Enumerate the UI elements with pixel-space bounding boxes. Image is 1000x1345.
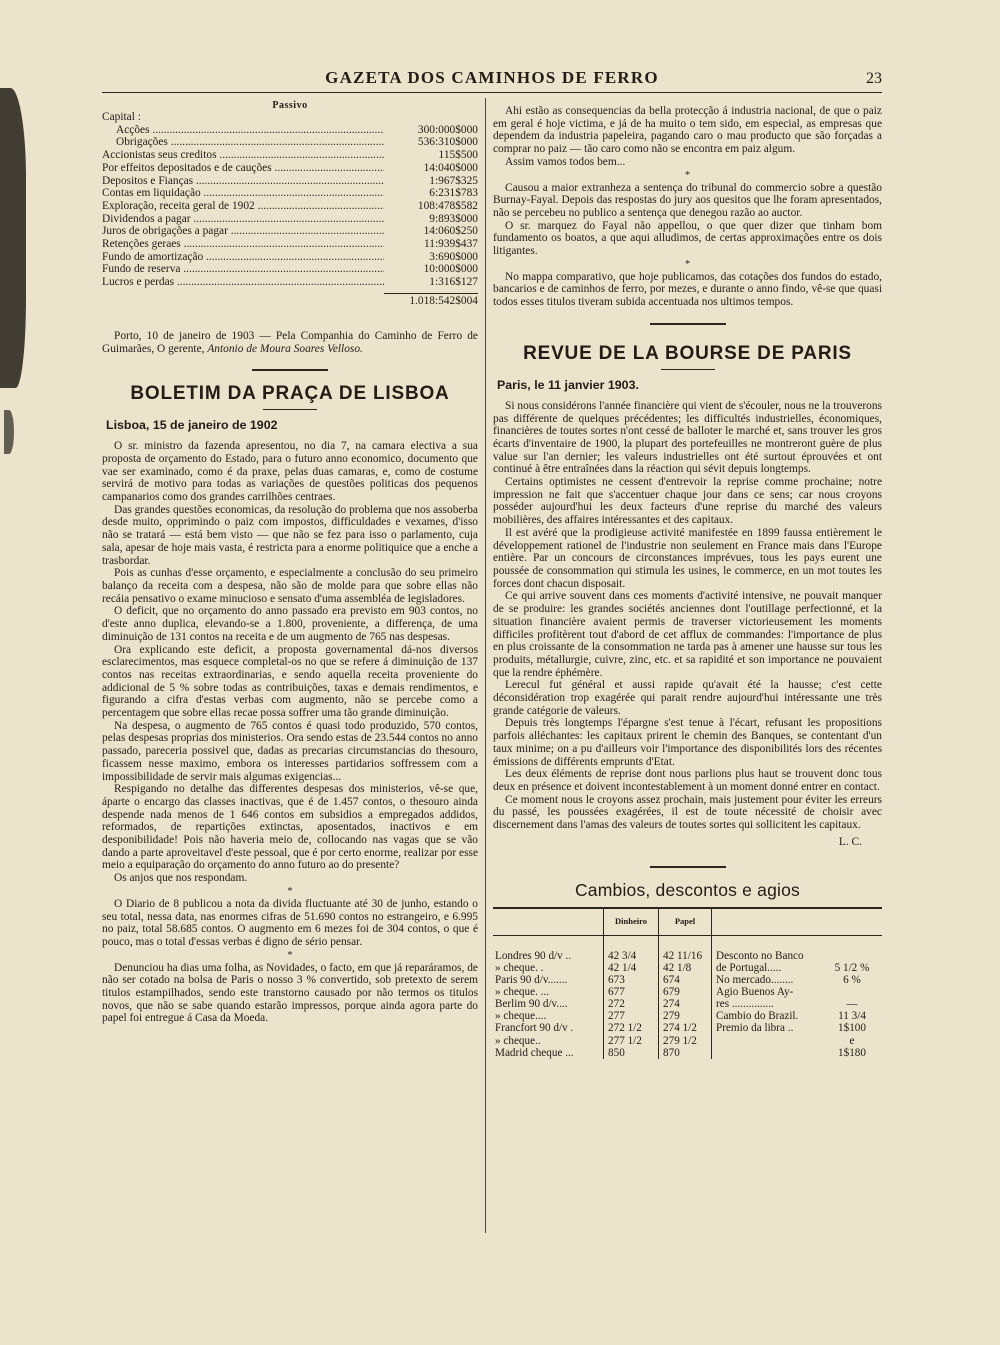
revue-paragraph: Ce moment nous le croyons assez prochain, mais justement pour éviter les erreurs du passé, les poussées exagérées, il est de toute nécessité de choisir avec discernement dans l'amas des valeurs de toutes sortes qui sollicitent les capitaux.: [493, 793, 882, 832]
passivo-row-value: 6:231$783: [429, 187, 478, 200]
passivo-row-value: 1:316$127: [429, 276, 478, 289]
boletim-paragraph: Assim vamos todos bem...: [505, 155, 626, 168]
revue-paragraph: Si nous considérons l'année financière qui vient de s'écouler, nous ne la trouverons pas différente de quelques précédentes; les difficultés industrielles, économiques, financières de toutes sortes n'ont cessé de balloter le marché et, sans trouver les gros écarts d'inventaire de 1900, la plupart des portefeuilles ne montreront guère de plus value sur l'an dernier; les valeurs industrielles ont été surtout éprouvées et ont continué à être entraînées dans la réaction qui sévit depuis longtemps.: [493, 399, 882, 476]
revue-paragraph: Il est avéré que la prodigieuse activité manifestée en 1899 faussa entièrement le développement rationel de l'industrie non seulement en France mais dans l'Europe entière. Par un concours de circonstances imprévues, tous les pays eurent une poussée de consommation qui stimula les usines, le commerce, en un mot toutes les forces dont chacun disposait.: [493, 526, 882, 590]
passivo-title: Passivo: [272, 100, 308, 111]
passivo-row-value: 14:060$250: [423, 225, 478, 238]
passivo-table: [102, 124, 478, 289]
cambios-row: [493, 950, 882, 962]
passivo-row-label: Exploração, receita geral de 1902 .....: [102, 200, 384, 213]
passivo-row-label: Accionistas seus creditos .....: [102, 149, 384, 162]
cambios-right-value: 1$100: [838, 1022, 866, 1035]
boletim-paragraph: Causou a maior extranheza a sentença do tribunal do commercio sobre a questão Burnay-Fayal. Depois das respostas do jury aos quesitos que lhe foram apresentados, não se percebeu no publico a sentença que denegou razão ao auctor.: [493, 181, 882, 219]
boletim-paragraph: Ora explicando este deficit, a proposta governamental dá-nos diversos esclarecimentos, mas esquece completal-os no que se refere á diminuição de 137 contos nas receitas extraordinarias, e sendo aquella receita proveniente do addicional de 5 % sobre todas as contribuições, taxas e demais rendimentos, e figurando a cifra d'estas verbas com augmento, não se percebe como a percentagem que sobre ellas recae possa soffrer uma tão grande diminuição.: [102, 643, 478, 720]
passivo-row: [102, 187, 478, 200]
cambios-right-label: res ...............: [712, 998, 823, 1010]
cambios-right-label: Cambio do Brazil.: [712, 1010, 823, 1022]
boletim-paragraph: O sr. ministro da fazenda apresentou, no dia 7, na camara electiva a sua proposta de orçamento do Estado, para o futuro anno economico, documento que vae ser examinado, como é da praxe, pelas duas camaras, e, como de costume servirá de motivo para todas as variações de questões politicas dos pequenos campanarios como dos grandes carrilhões centraes.: [102, 440, 478, 504]
passivo-row: [102, 162, 478, 175]
passivo-row-label: Fundo de reserva .....: [102, 263, 384, 276]
cambios-dinheiro: 42 3/4: [604, 950, 659, 962]
separator-star: *: [685, 169, 690, 181]
column-divider: [485, 98, 486, 1233]
cambios-dinheiro: 42 1/4: [604, 962, 659, 974]
cambios-row: [493, 1047, 882, 1059]
cambios-place: Madrid cheque ...: [495, 1046, 574, 1059]
cambios-dinheiro: 277: [604, 1010, 659, 1022]
passivo-row-value: 536:310$000: [417, 136, 478, 149]
signature-name: Antonio de Moura Soares Velloso.: [207, 342, 363, 355]
cambios-header-row: [493, 909, 882, 936]
passivo-row: [102, 200, 478, 213]
left-column: [102, 100, 478, 1025]
cambios-place: Berlim 90 d/v....: [495, 998, 568, 1011]
passivo-row: [102, 276, 478, 289]
passivo-row-label: Juros de obrigações a pagar .....: [102, 225, 384, 238]
page-header: [102, 64, 882, 93]
passivo-row-value: 115$500: [438, 149, 478, 162]
cambios-row: [493, 962, 882, 974]
signature: [102, 330, 478, 355]
separator-star: *: [287, 885, 293, 897]
cambios-right-value: e: [849, 1034, 855, 1047]
passivo-row: [102, 263, 478, 276]
cambios-row: [493, 974, 882, 986]
cambios-papel: 279 1/2: [659, 1035, 712, 1047]
boletim-dateline: Lisboa, 15 de janeiro de 1902: [106, 418, 278, 433]
boletim-paragraph: Denunciou ha dias uma folha, as Novidades, o facto, em que já reparáramos, de não ser cotado na bolsa de Paris o nosso 3 % convertido, sob pretexto de serem titulos estampilhados, sendo este transtorno causado por não termos os titulos novos, que não se sabe quando estarão impressos, porque ainda agora parte do papel foi entregue á Casa da Moeda.: [102, 961, 478, 1025]
passivo-row-label: Contas em liquidação .....: [102, 187, 384, 200]
cambios-dinheiro: 673: [604, 974, 659, 986]
passivo-row-value: 300:000$000: [417, 123, 478, 136]
cambios-papel: 870: [659, 1047, 712, 1059]
cambios-dinheiro: 272: [604, 998, 659, 1010]
cambios-row: [493, 1010, 882, 1022]
cambios-papel: 674: [659, 974, 712, 986]
passivo-row-label: Lucros e perdas .....: [102, 276, 384, 289]
passivo-row: [102, 175, 478, 188]
header-right: [712, 909, 823, 936]
boletim-paragraph: Respigando no detalhe das differentes despesas dos ministerios, vê-se que, áparte o encargo das classes inactivas, que é de 1.457 contos, o thesouro ainda despende nada menos de 1 646 contos em subsidios a empregados addidos, reformados, de repartições extinctas, aposentados, inactivos e em desponibilidade! Pois não haveria meio de, collocando nas vagas que se vão dando a parte aproveitavel d'este pessoal, que é por certo enorme, realizar por esse meio a equiparação do orçamento do anno futuro ao do presente?: [102, 783, 478, 872]
cambios-place: Londres 90 d/v ..: [495, 949, 572, 962]
passivo-row-label: Fundo de amortização .....: [102, 251, 384, 264]
cambios-title: Cambios, descontos e agios: [574, 879, 801, 900]
cambios-right-value: 11 3/4: [838, 1010, 866, 1023]
cambios-place: Paris 90 d/v.......: [495, 974, 568, 987]
capital-label: Capital :: [102, 111, 141, 123]
passivo-row-label: Acções .....: [102, 124, 384, 137]
passivo-row-value: 3:690$000: [429, 250, 478, 263]
cambios-right-label: Desconto no Banco: [712, 950, 823, 962]
passivo-row: [102, 136, 478, 149]
author-initials: L. C.: [838, 835, 862, 848]
boletim-paragraph: Ahi estão as consequencias da bella protecção á industria nacional, de que o paiz em geral é hoje victima, e já de ha muito o tem sido, em especial, as empresas que dependem da industria papeleira, pagando caro o mau producto que são forçadas a comprar no paiz — tão caro como não se encontra em paiz algum.: [493, 105, 882, 156]
revue-dateline: Paris, le 11 janvier 1903.: [497, 377, 639, 392]
passivo-row-label: Depositos e Fianças .....: [102, 175, 384, 188]
revue-paragraph: Certains optimistes ne cessent d'entrevoir la reprise comme prochaine; notre impression ne fait que s'accentuer chaque jour dans ce sens; car nous croyons posséder aujourd'hui les deux facteurs d'une reprise du marché des valeurs mobilières, des affaires intéressantes et des capitaux.: [493, 476, 882, 527]
revue-paragraph: Lerecul fut général et aussi rapide qu'avait été la hausse; c'est cette déconsidération trop exagérée qui parait rendre aujourd'hui intéressante une très grande catégorie de valeurs.: [493, 679, 882, 717]
cambios-papel: 279: [659, 1010, 712, 1022]
section-rule: [650, 866, 726, 868]
cambios-row: [493, 1022, 882, 1034]
separator-star: *: [685, 258, 690, 270]
passivo-row-label: Dividendos a pagar .....: [102, 213, 384, 226]
cambios-right-label: Premio da libra ..: [712, 1022, 823, 1034]
cambios-place: » cheque. .: [495, 961, 544, 974]
title-rule: [263, 409, 317, 410]
cambios-place: » cheque..: [495, 1034, 541, 1047]
section-rule: [252, 369, 328, 371]
cambios-dinheiro: 277 1/2: [604, 1035, 659, 1047]
boletim-paragraph: No mappa comparativo, que hoje publicamos, das cotações dos fundos do estado, bancarios e de caminhos de ferro, por mezes, e durante o anno findo, vê-se que quasi todos esses titulos tiveram subida accentuada nos ultimos tempos.: [493, 270, 882, 309]
cambios-body: [493, 935, 882, 1058]
page-stain: [0, 88, 26, 388]
cambios-row: [493, 986, 882, 998]
cambios-right-label: [712, 1047, 823, 1059]
cambios-right-label: Agio Buenos Ay-: [712, 986, 823, 998]
boletim-paragraph: O sr. marquez do Fayal não appellou, o que quer dizer que tinham bom fundamento os boatos, a que aqui alludimos, de certas approximações entre os dois litigantes.: [493, 219, 882, 258]
passivo-row-value: 11:939$437: [424, 238, 478, 251]
passivo-row-value: 9:893$000: [429, 212, 478, 225]
title-rule: [661, 369, 715, 370]
cambios-right-value: 6 %: [843, 974, 861, 987]
revue-paragraph: Les deux éléments de reprise dont nous parlions plus haut se trouvent donc tous deux en présence et doivent incontestablement à un moment donné entrer en contact.: [493, 768, 882, 793]
revue-title: REVUE DE LA BOURSE DE PARIS: [523, 342, 852, 364]
passivo-row-value: 14:040$000: [423, 161, 478, 174]
passivo-row-value: 1:967$325: [429, 174, 478, 187]
section-rule: [650, 323, 726, 325]
cambios-papel: 679: [659, 986, 712, 998]
passivo-row: [102, 251, 478, 264]
revue-paragraph: Ce qui arrive souvent dans ces moments d'activité intensive, ne pouvait manquer de se produire: les grandes sociétés anciennes dont l'outillage perfectionné, et la situation financière avaient permis de traverser victorieusement les moments difficiles profitèrent tout d'abord de cet afflux de commandes: l'importance de plus en plus croissante de la consommation ne tarda pas à amener une hausse sur tous les produits, métallurgie, cuivre, zinc, etc. et sa rapidité et son importance ne pouvaient que la rendre éphémère.: [493, 590, 882, 679]
cambios-right-value: [822, 986, 882, 998]
cambios-place: » cheque....: [495, 1010, 547, 1023]
boletim-paragraph: O deficit, que no orçamento do anno passado era previsto em 903 contos, no d'este anno duplica, elevando-se a 1.800, proveniente, a differença, de uma diminuição de 131 contos na receita e de um augmento de 765 nas despesas.: [102, 605, 478, 643]
cambios-spacer-row: [493, 935, 882, 950]
cambios-right-value: 1$180: [838, 1046, 866, 1059]
header-place: [493, 909, 604, 936]
cambios-right-value: —: [846, 998, 858, 1011]
passivo-row: [102, 149, 478, 162]
header-dinheiro: Dinheiro: [604, 909, 659, 936]
boletim-title: BOLETIM DA PRAÇA DE LISBOA: [130, 383, 450, 405]
passivo-row-label: Obrigações .....: [102, 136, 384, 149]
header-right-value: [822, 909, 882, 936]
boletim-paragraph: Das grandes questões economicas, da resolução do problema que nos assoberba desde muito, opprimindo o paiz com impostos, difficuldades e vexames, d'isso não se tratará — está bem visto — que não se fez para isso o parlamento, cuja sala, apesar de hoje mais vasta, é restricta para a enorme politiquice que a enche a trasbordar.: [102, 503, 478, 567]
cambios-dinheiro: 677: [604, 986, 659, 998]
cambios-right-label: [712, 1035, 823, 1047]
passivo-row: [102, 124, 478, 137]
cambios-row: [493, 1035, 882, 1047]
boletim-paragraph: Pois as cunhas d'esse orçamento, e especialmente a conclusão do seu primeiro balanço da receita com a despesa, não são de molde para que sobre ellas não recáia pensativo o exame minucioso e sensato d'uma assembléa de legisladores.: [102, 567, 478, 605]
cambios-papel: 42 11/16: [659, 950, 712, 962]
cambios-table: [493, 909, 882, 1059]
cambios-papel: 274 1/2: [659, 1022, 712, 1034]
cambios-dinheiro: 272 1/2: [604, 1022, 659, 1034]
passivo-total: 1.018:542$004: [409, 294, 478, 307]
cambios-right-value: [822, 950, 882, 962]
page-stain-small: [4, 410, 14, 454]
boletim-paragraph: Na despesa, o augmento de 765 contos é quasi todo produzido, 570 contos, pelas despesas proprias dos ministerios. Ora sendo estas de 23.544 contos no anno passado, pareceria possivel que, dadas as precarias circumstancias do thesouro, ficassem nesse maximo, embora os interesses partidarios soffressem com a impossibilidade de servir mais algumas exigencias...: [102, 719, 478, 783]
journal-title: GAZETA DOS CAMINHOS DE FERRO: [325, 68, 659, 87]
passivo-row-label: Retenções geraes .....: [102, 238, 384, 251]
passivo-row: [102, 225, 478, 238]
cambios-place: Francfort 90 d/v .: [495, 1022, 574, 1035]
cambios-papel: 42 1/8: [659, 962, 712, 974]
passivo-row-value: 108:478$582: [417, 199, 478, 212]
separator-star: *: [287, 949, 293, 961]
passivo-row: [102, 213, 478, 226]
cambios-table-wrap: [493, 907, 882, 1059]
cambios-place: » cheque. ...: [495, 986, 550, 999]
passivo-row: [102, 238, 478, 251]
cambios-right-label: No mercado........: [712, 974, 823, 986]
right-column: [493, 105, 882, 1059]
page-number: 23: [866, 70, 882, 87]
cambios-right-value: 5 1/2 %: [834, 961, 870, 974]
passivo-row-value: 10:000$000: [423, 263, 478, 276]
revue-paragraph: Depuis très longtemps l'épargne s'est tenue à l'écart, refusant les propositions parfois alléchantes: les capitaux prirent le chemin des Banques, se contentant d'un taux minime; on a pu d'ailleurs voir l'importance des disponibilités lors des récentes émissions de différents emprunts d'Etat.: [493, 717, 882, 768]
boletim-paragraph: Os anjos que nos respondam.: [114, 872, 248, 885]
header-papel: Papel: [659, 909, 712, 936]
cambios-papel: 274: [659, 998, 712, 1010]
cambios-dinheiro: 850: [604, 1047, 659, 1059]
signature-text: Porto, 10 de janeiro de 1903 — Pela Companhia do Caminho de Ferro de Guimarães, O gerente,: [102, 329, 478, 355]
cambios-right-label: de Portugal.....: [712, 962, 823, 974]
cambios-row: [493, 998, 882, 1010]
passivo-row-label: Por effeitos depositados e de cauções .....: [102, 162, 384, 175]
boletim-paragraph: O Diario de 8 publicou a nota da divida fluctuante até 30 de junho, estando o seu total, nessa data, nas enormes cifras de 51.690 contos no estrangeiro, e 6.995 no paiz, total 58.685 contos. O augmento em 6 mezes foi de 304 contos, o que é pouco, mas o total d'essas verbas é digno de sério pensar.: [102, 897, 478, 948]
